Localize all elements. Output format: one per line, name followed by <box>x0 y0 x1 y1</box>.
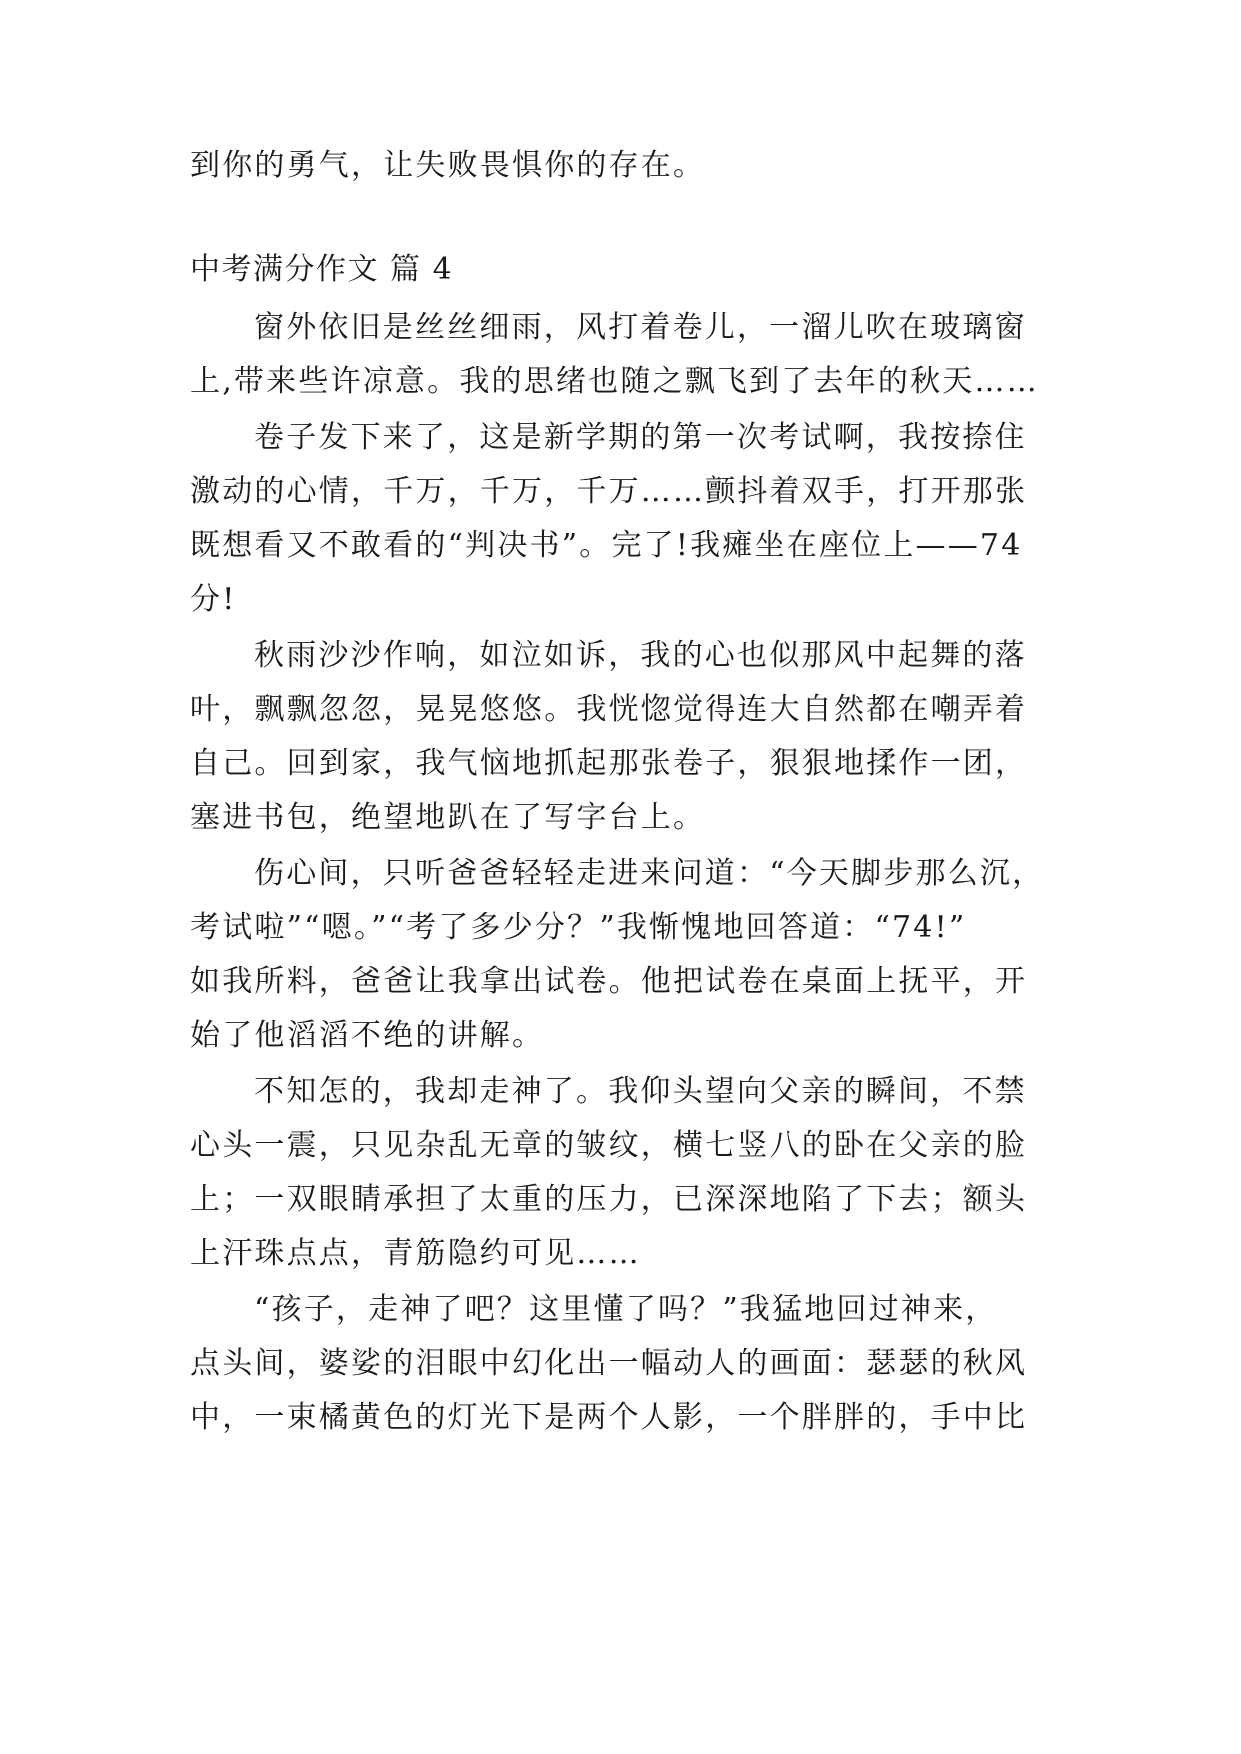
text-line: 点头间，婆娑的泪眼中幻化出一幅动人的画面：瑟瑟的秋风 <box>190 1346 1028 1381</box>
text-line: 激动的心情，千万，千万，千万……颤抖着双手，打开那张 <box>190 474 1028 509</box>
text-line: 中，一束橘黄色的灯光下是两个人影，一个胖胖的，手中比 <box>190 1400 1028 1435</box>
text-line: 上；一双眼睛承担了太重的压力，已深深地陷了下去；额头 <box>190 1182 1028 1217</box>
text-line: “孩子，走神了吧？这里懂了吗？”我猛地回过神来， <box>254 1292 998 1327</box>
text-line: 如我所料，爸爸让我拿出试卷。他把试卷在桌面上抚平，开 <box>190 964 1028 999</box>
text-line: 卷子发下来了，这是新学期的第一次考试啊，我按捺住 <box>254 420 1027 455</box>
text-line: 上汗珠点点，青筋隐约可见…… <box>190 1236 641 1271</box>
text-line: 伤心间，只听爸爸轻轻走进来问道：“今天脚步那么沉， <box>254 856 1045 891</box>
text-line: 塞进书包，绝望地趴在了写字台上。 <box>190 800 706 835</box>
text-line: 叶，飘飘忽忽，晃晃悠悠。我恍惚觉得连大自然都在嘲弄着 <box>190 692 1028 727</box>
text-line: 考试啦”“嗯。”“考了多少分？”我惭愧地回答道：“74!” <box>190 910 967 945</box>
text-line: 上,带来些许凉意。我的思绪也随之飘飞到了去年的秋天…… <box>190 364 1039 399</box>
text-line: 秋雨沙沙作响，如泣如诉，我的心也似那风中起舞的落 <box>254 638 1027 673</box>
text-line: 心头一震，只见杂乱无章的皱纹，横七竖八的卧在父亲的脸 <box>190 1128 1028 1163</box>
text-line: 自己。回到家，我气恼地抓起那张卷子，狠狠地揉作一团， <box>190 746 1028 781</box>
text-line: 不知怎的，我却走神了。我仰头望向父亲的瞬间，不禁 <box>254 1074 1027 1109</box>
text-line: 既想看又不敢看的“判决书”。完了!我瘫坐在座位上——74 <box>190 528 1023 563</box>
text-line: 分! <box>190 582 237 617</box>
text-line: 始了他滔滔不绝的讲解。 <box>190 1018 545 1053</box>
section-heading: 中考满分作文 篇 4 <box>190 252 454 287</box>
text-line: 窗外依旧是丝丝细雨，风打着卷儿，一溜儿吹在玻璃窗 <box>254 310 1027 345</box>
text-line: 到你的勇气，让失败畏惧你的存在。 <box>190 148 706 183</box>
